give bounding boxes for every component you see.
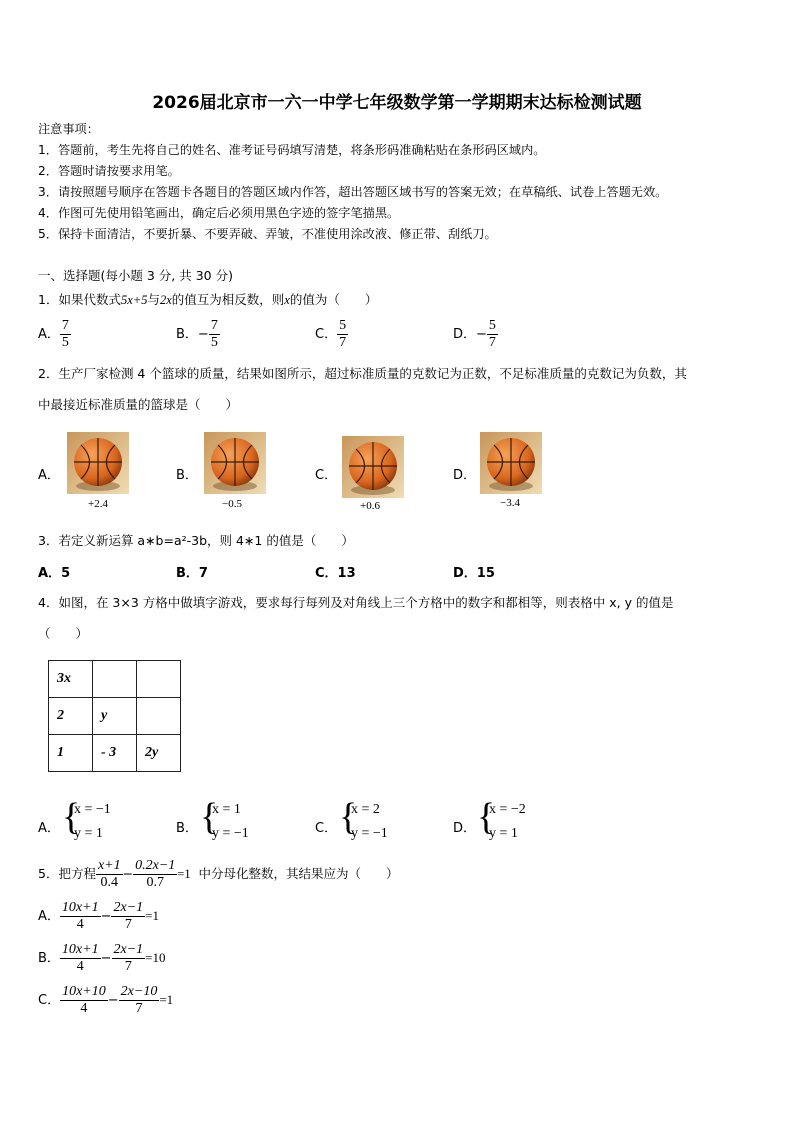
grid-cell: y — [93, 698, 137, 735]
basketball-image-a — [67, 432, 129, 494]
fraction-denominator: 0.7 — [146, 875, 164, 890]
option-label: C． — [38, 993, 61, 1008]
fraction-numerator: 10x+1 — [61, 900, 99, 915]
fraction-numerator: 7 — [210, 318, 218, 333]
q1-var: x — [284, 293, 290, 307]
grid-cell: 2 — [49, 698, 93, 735]
question-2-line-2: 中最接近标准质量的篮球是（ ） — [38, 397, 239, 412]
page-title: 2026届北京市一六一中学七年级数学第一学期期末达标检测试题 — [152, 93, 642, 113]
q1-post: 的值互为相反数，则 — [171, 292, 285, 307]
fraction-denominator: 5 — [61, 335, 69, 350]
option-fraction-2 — [119, 984, 160, 1017]
q4-option-c-system — [339, 796, 419, 844]
q5-pre: 5．把方程 — [38, 866, 96, 881]
q5-minus: − — [122, 866, 134, 881]
system-y: y = −1 — [351, 826, 388, 841]
fraction-denominator: 7 — [124, 959, 132, 974]
fraction-numerator: 7 — [61, 318, 69, 333]
q4-option-d-label[interactable]: D． — [453, 821, 477, 836]
option-fraction-2 — [111, 900, 145, 933]
fraction-denominator: 4 — [76, 959, 84, 974]
option-value: 5 — [61, 566, 71, 581]
grid-cell: 2y — [137, 735, 181, 772]
option-value: 13 — [337, 566, 356, 581]
q5-eq: =1 — [177, 867, 191, 881]
q1-option-c[interactable] — [315, 318, 348, 351]
q5-fraction-1 — [96, 858, 123, 891]
notes-heading: 注意事项： — [38, 122, 99, 136]
fraction-numerator: 2x−1 — [113, 942, 144, 957]
fraction-denominator: 7 — [488, 335, 496, 350]
q2-option-c-label[interactable]: C． — [315, 468, 338, 483]
minus-sign: − — [100, 909, 112, 924]
system-x: x = −1 — [74, 802, 111, 817]
system-y: y = 1 — [489, 826, 518, 841]
q4-option-a-system — [62, 796, 142, 844]
option-label: C． — [315, 327, 338, 342]
option-rhs: =1 — [145, 908, 159, 923]
option-sign: − — [197, 327, 209, 342]
q2-option-a-label[interactable]: A． — [38, 468, 60, 483]
q1-expr2: 2x — [159, 293, 172, 307]
option-label: B． — [38, 951, 60, 966]
option-label: D． — [453, 566, 477, 581]
q1-expr1: 5x+5 — [120, 293, 148, 307]
q1-pre: 1．如果代数式 — [38, 292, 121, 307]
option-fraction — [337, 318, 348, 351]
q4-option-b-label[interactable]: B． — [176, 821, 198, 836]
q1-option-d[interactable] — [453, 318, 498, 351]
brace-icon: { — [477, 796, 496, 838]
fraction-numerator: 10x+1 — [61, 942, 99, 957]
option-label: C． — [315, 566, 338, 581]
question-5 — [38, 858, 399, 891]
option-fraction — [209, 318, 220, 351]
note-item-4: 4．作图可先使用铅笔画出，确定后必须用黑色字迹的签字笔描黑。 — [38, 206, 400, 220]
option-fraction-1 — [60, 900, 101, 933]
system-y: y = −1 — [212, 826, 249, 841]
fraction-denominator: 5 — [210, 335, 218, 350]
q1-end: 的值为（ ） — [289, 292, 378, 307]
q4-option-c-label[interactable]: C． — [315, 821, 338, 836]
option-rhs: =1 — [159, 992, 174, 1007]
fraction-numerator: 10x+10 — [62, 984, 106, 999]
q4-option-d-system — [477, 796, 557, 844]
q5-option-c[interactable] — [38, 984, 173, 1017]
q2-option-d-label[interactable]: D． — [453, 468, 477, 483]
basketball-image-d — [480, 432, 542, 494]
option-sign: − — [476, 327, 487, 342]
question-4-line-2: （ ） — [38, 626, 89, 641]
system-x: x = 2 — [351, 802, 380, 817]
minus-sign: − — [100, 951, 112, 966]
q3-option-d[interactable] — [453, 562, 495, 581]
question-2-line-1: 2．生产厂家检测 4 个篮球的质量，结果如图所示，超过标准质量的克数记为正数，不足标准质量的克数记为负数，其 — [38, 366, 687, 381]
q3-option-b[interactable] — [176, 562, 208, 581]
number-grid — [48, 660, 181, 772]
q3-option-a[interactable] — [38, 562, 70, 581]
q1-option-a[interactable] — [38, 318, 71, 351]
option-value: 15 — [476, 566, 495, 581]
ball-weight-a: +2.4 — [88, 498, 108, 510]
option-label: A． — [38, 566, 62, 581]
ball-weight-c: +0.6 — [360, 500, 380, 512]
question-4-line-1: 4．如图，在 3×3 方格中做填字游戏，要求每行每列及对角线上三个方格中的数字和都相等，则表格中 x, y 的值是 — [38, 595, 674, 610]
brace-icon: { — [62, 796, 81, 838]
note-item-5: 5．保持卡面清洁，不要折暴、不要弄破、弄皱，不准使用涂改液、修正带、刮纸刀。 — [38, 227, 497, 241]
grid-cell: 1 — [49, 735, 93, 772]
basketball-image-b — [204, 432, 266, 494]
fraction-numerator: 2x−1 — [113, 900, 144, 915]
q2-option-b-label[interactable]: B． — [176, 468, 198, 483]
brace-icon: { — [200, 796, 219, 838]
section-heading: 一、选择题(每小题 3 分, 共 30 分) — [38, 268, 233, 283]
option-fraction-1 — [60, 942, 101, 975]
note-item-1: 1．答题前，考生先将自己的姓名、准考证号码填写清楚，将条形码准确粘贴在条形码区域内。 — [38, 143, 546, 157]
option-fraction-2 — [112, 942, 146, 975]
fraction-denominator: 7 — [124, 917, 132, 932]
ball-weight-d: −3.4 — [500, 497, 520, 509]
brace-icon: { — [339, 796, 358, 838]
system-x: x = −2 — [489, 802, 526, 817]
option-label: A． — [38, 909, 60, 924]
grid-cell: - 3 — [93, 735, 137, 772]
q5-post: 中分母化整数，其结果应为（ ） — [198, 866, 399, 881]
option-rhs: =10 — [145, 950, 166, 965]
q1-option-b[interactable] — [176, 318, 220, 351]
q4-option-b-system — [200, 796, 280, 844]
note-item-3: 3．请按照题号顺序在答题卡各题目的答题区域内作答，超出答题区域书写的答案无效；在草稿纸、试卷上答题无效。 — [38, 185, 668, 199]
grid-cell — [93, 661, 137, 698]
minus-sign: − — [107, 993, 119, 1008]
q1-mid: 与 — [147, 292, 160, 307]
fraction-denominator: 7 — [339, 335, 347, 350]
fraction-denominator: 7 — [135, 1001, 143, 1016]
note-item-2: 2．答题时请按要求用笔。 — [38, 164, 180, 178]
system-y: y = 1 — [74, 826, 103, 841]
fraction-denominator: 4 — [80, 1001, 88, 1016]
option-fraction — [60, 318, 71, 351]
question-1 — [38, 290, 377, 308]
option-label: B． — [176, 566, 199, 581]
q5-fraction-2 — [133, 858, 177, 891]
fraction-numerator: 0.2x−1 — [135, 858, 176, 873]
q3-option-c[interactable] — [315, 562, 356, 581]
fraction-denominator: 4 — [76, 917, 84, 932]
q5-option-b[interactable] — [38, 942, 166, 975]
fraction-numerator: 5 — [339, 318, 347, 333]
question-3: 3．若定义新运算 a∗b=a²-3b，则 4∗1 的值是（ ） — [38, 533, 354, 548]
basketball-image-c — [342, 436, 404, 498]
fraction-denominator: 0.4 — [100, 875, 119, 890]
option-fraction-1 — [60, 984, 108, 1017]
q5-option-a[interactable] — [38, 900, 159, 933]
grid-cell: 3x — [49, 661, 93, 698]
system-x: x = 1 — [212, 802, 241, 817]
fraction-numerator: 5 — [488, 318, 496, 333]
ball-weight-b: −0.5 — [222, 498, 242, 510]
grid-cell — [137, 661, 181, 698]
grid-cell — [137, 698, 181, 735]
option-fraction — [487, 318, 498, 351]
option-label: A． — [38, 327, 60, 342]
option-value: 7 — [198, 566, 208, 581]
q4-option-a-label[interactable]: A． — [38, 821, 60, 836]
option-label: D． — [453, 327, 477, 342]
option-label: B． — [176, 327, 198, 342]
fraction-numerator: x+1 — [97, 858, 121, 873]
fraction-numerator: 2x−10 — [120, 984, 158, 999]
